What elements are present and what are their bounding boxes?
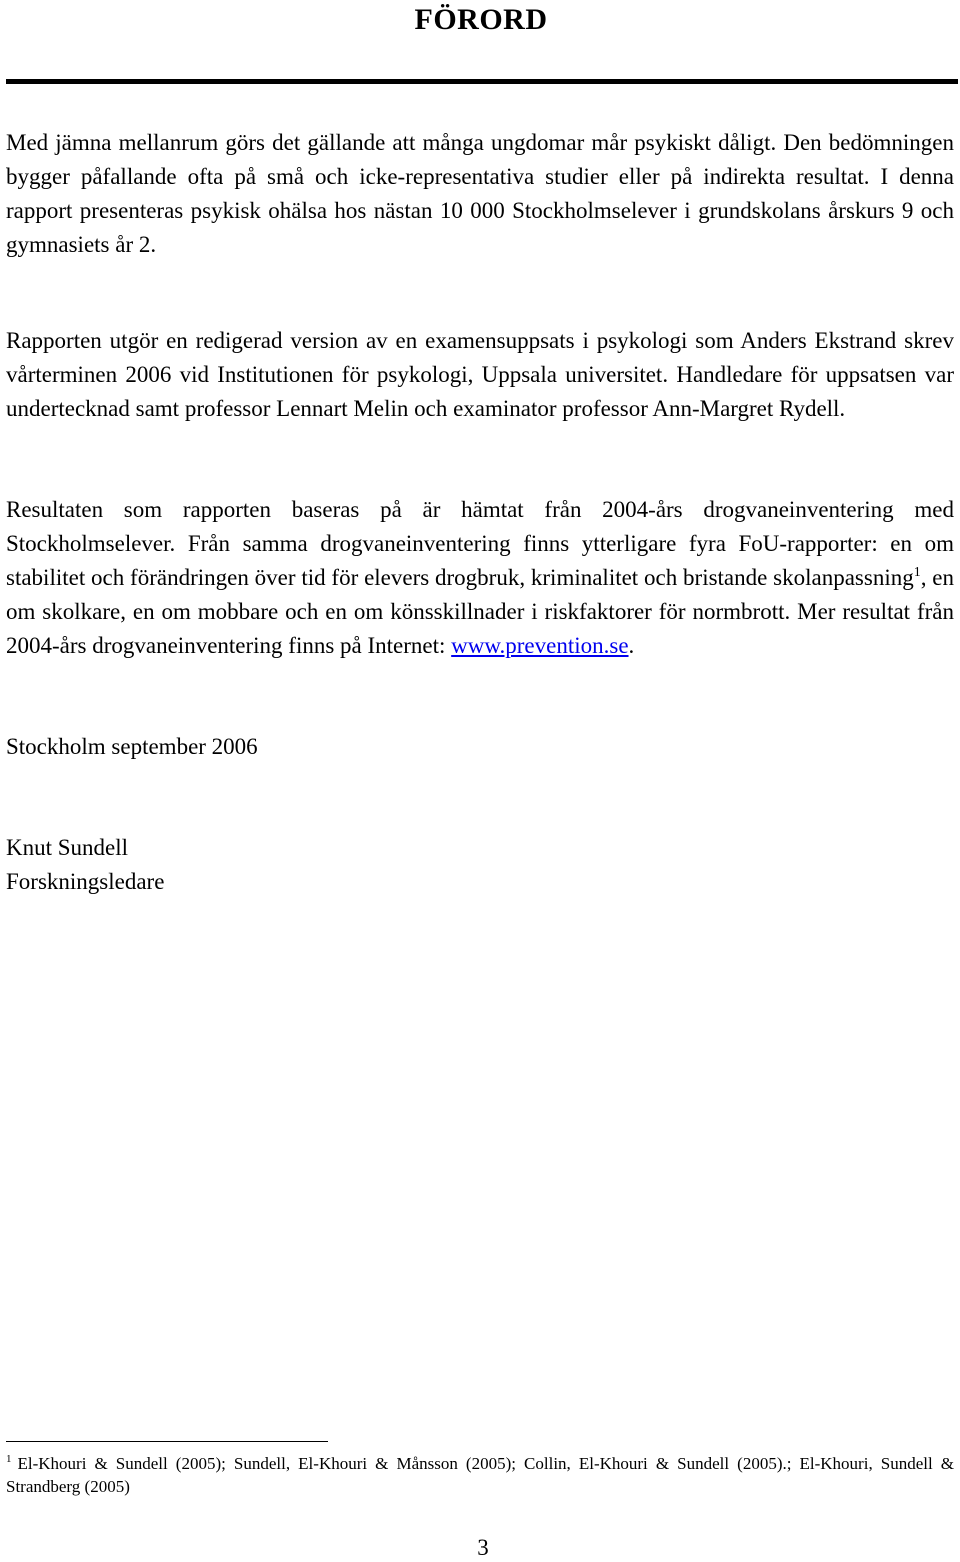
page-title: FÖRORD	[414, 3, 548, 36]
title-divider	[6, 79, 958, 84]
signature-name: Knut Sundell	[6, 835, 129, 860]
prevention-website-link[interactable]: www.prevention.se	[451, 633, 629, 658]
footnote-divider	[6, 1441, 328, 1442]
paragraph-report-origin: Rapporten utgör en redigerad version av en examensuppsats i psykologi som Anders Ekstrand skrev vårterminen 2006 vid Institutionen för psykologi, Uppsala universitet. Handledare för uppsatsen var undertecknad samt professor Lennart Melin och examinator professor Ann-Margret Rydell.	[6, 328, 954, 421]
footnote-reference[interactable]: 1	[913, 565, 921, 580]
place-date: Stockholm september 2006	[6, 734, 258, 759]
paragraph-results-text-3: .	[628, 633, 635, 658]
paragraph-intro: Med jämna mellanrum görs det gällande att många ungdomar mår psykiskt dåligt. Den bedömningen bygger påfallande ofta på små och icke-representativa studier eller på indirekta resultat. I denna rapport presenteras psykisk ohälsa hos nästan 10 000 Stockholmselever i grundskolans årskurs 9 och gymnasiets år 2.	[6, 130, 954, 257]
signature-role: Forskningsledare	[6, 869, 165, 894]
page-number: 3	[477, 1535, 489, 1560]
footnote	[6, 1452, 954, 1498]
paragraph-results-source	[6, 493, 954, 663]
footnote-marker: 1	[6, 1453, 12, 1465]
paragraph-results-text-2: , en om skolkare, en om mobbare och en om könsskillnader i riskfaktorer för normbrott. Mer resultat från 2004-års drogvaneinventering finns på Internet:	[6, 565, 954, 658]
footnote-text: El-Khouri & Sundell (2005); Sundell, El-Khouri & Månsson (2005); Collin, El-Khouri & Sundell (2005).; El-Khouri, Sundell & Strandberg (2005)	[6, 1454, 954, 1496]
paragraph-results-text-1: Resultaten som rapporten baseras på är hämtat från 2004-års drogvaneinventering med Stockholmselever. Från samma drogvaneinventering finns ytterligare fyra FoU-rapporter: en om stabilitet och förändringen över tid för elevers drogbruk, kriminalitet och bristande skolanpassning	[6, 497, 954, 590]
